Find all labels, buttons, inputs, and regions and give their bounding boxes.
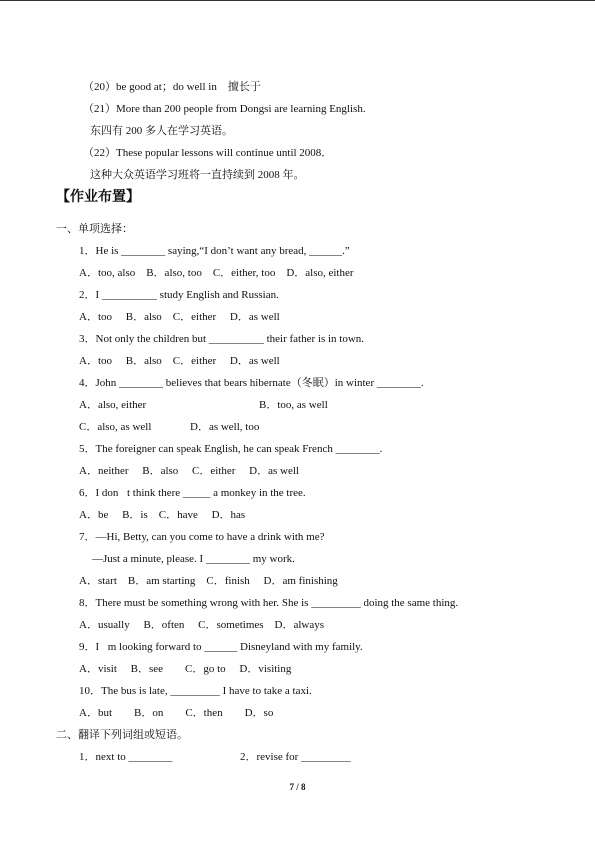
note-21: （21）More than 200 people from Dongsi are learning English. [83, 103, 366, 115]
translation-item-1: 1．next to ________ [79, 751, 173, 763]
question-4-option-b: B．too, as well [259, 399, 328, 411]
section-2-title: 二、翻译下列词组或短语。 [56, 729, 188, 741]
question-4-option-d: D．as well, too [190, 421, 260, 433]
note-22: （22）These popular lessons will continue until 2008． [83, 147, 333, 159]
question-4-option-c: C．also, as well [79, 421, 152, 433]
page-number: 7 / 8 [289, 782, 306, 792]
question-10: 10．The bus is late, _________ I have to take a taxi. [79, 685, 312, 697]
section-1-title: 一、单项选择： [56, 223, 133, 235]
note-21-translation: 东四有 200 多人在学习英语。 [90, 125, 233, 137]
question-5-options: A．neither B．also C．either D．as well [79, 465, 299, 477]
question-1-options: A．too, also B．also, too C．either, too D．also, either [79, 267, 354, 279]
question-7: 7．—Hi, Betty, can you come to have a drink with me? [79, 531, 325, 543]
question-6: 6．I don t think there _____ a monkey in the tree. [79, 487, 306, 499]
translation-item-2: 2．revise for _________ [240, 751, 351, 763]
question-7-reply: —Just a minute, please. I ________ my work. [92, 553, 295, 565]
question-3: 3．Not only the children but __________ their father is in town. [79, 333, 365, 345]
question-8-options: A．usually B．often C．sometimes D．always [79, 619, 325, 631]
homework-heading: 【作业布置】 [56, 190, 140, 205]
header-rule [0, 0, 595, 1]
question-4-option-a: A．also, either [79, 399, 147, 411]
question-3-options: A．too B．also C．either D．as well [79, 355, 280, 367]
question-6-options: A．be B．is C．have D．has [79, 509, 246, 521]
question-4: 4．John ________ believes that bears hibernate（冬眠）in winter ________. [79, 377, 424, 389]
question-9: 9．I m looking forward to ______ Disneyland with my family. [79, 641, 363, 653]
question-2-options: A．too B．also C．either D．as well [79, 311, 280, 323]
question-8: 8．There must be something wrong with her. She is _________ doing the same thing. [79, 597, 459, 609]
question-9-options: A．visit B．see C．go to D．visiting [79, 663, 292, 675]
note-22-translation: 这种大众英语学习班将一直持续到 2008 年。 [90, 169, 305, 181]
note-20: （20）be good at；do well in 擅长于 [83, 81, 261, 93]
question-10-options: A．but B．on C．then D．so [79, 707, 274, 719]
question-1: 1．He is ________ saying,“I don’t want any bread, ______.” [79, 245, 350, 257]
question-7-options: A．start B．am starting C．finish D．am finishing [79, 575, 338, 587]
question-5: 5．The foreigner can speak English, he can speak French ________. [79, 443, 383, 455]
question-2: 2．I __________ study English and Russian. [79, 289, 279, 301]
